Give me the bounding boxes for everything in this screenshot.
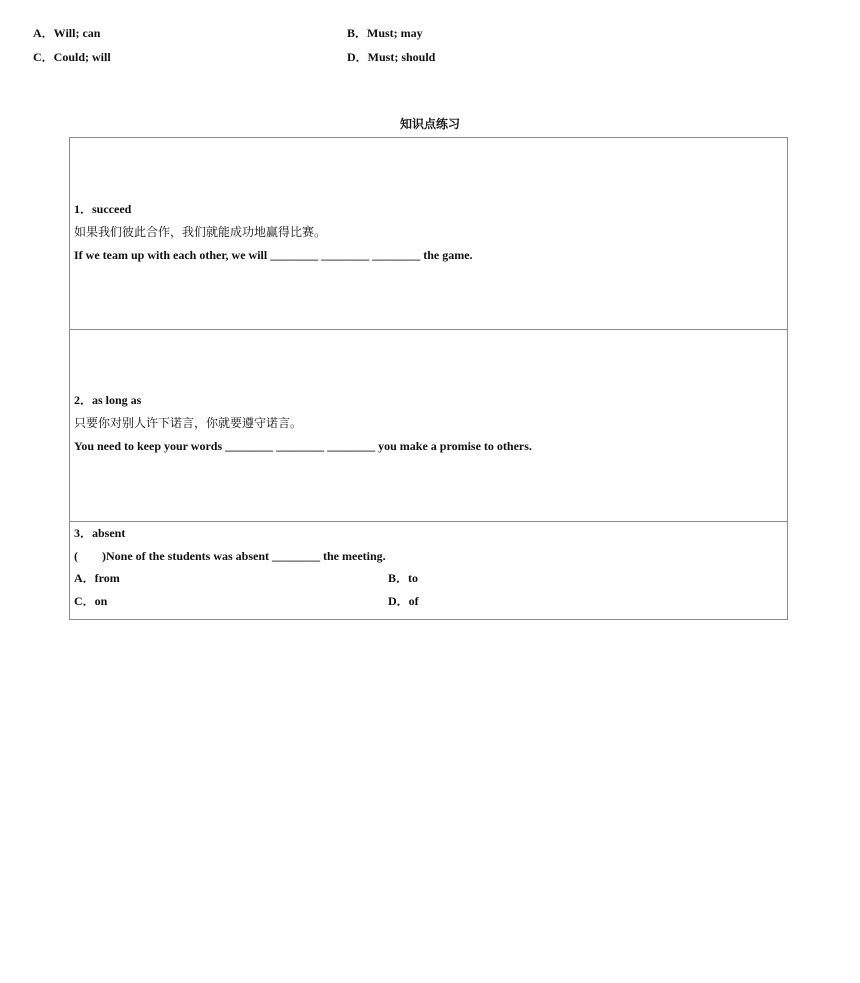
item-3-option-b: B．to (388, 571, 419, 585)
item-3-option-a: A．from (74, 571, 120, 585)
option-d: D．Must; should (347, 50, 436, 64)
item-3-option-c: C．on (74, 594, 108, 608)
item-3-question: ( )None of the students was absent ________ the meeting. (74, 549, 386, 563)
item-2-english: You need to keep your words ________ ________ ________ you make a promise to others. (74, 439, 532, 453)
item-3-option-d: D．of (388, 594, 419, 608)
exercise-box-3 (69, 522, 788, 620)
item-2-chinese: 只要你对别人许下诺言，你就要遵守诺言。 (74, 416, 303, 430)
option-a: A．Will; can (33, 26, 101, 40)
exercise-box-2 (69, 330, 788, 522)
item-1-title: 1．succeed (74, 202, 132, 216)
option-c: C．Could; will (33, 50, 111, 64)
item-1-english: If we team up with each other, we will ________ ________ ________ the game. (74, 248, 473, 262)
item-1-chinese: 如果我们彼此合作，我们就能成功地赢得比赛。 (74, 225, 327, 239)
exercise-box-1 (69, 137, 788, 330)
option-b: B．Must; may (347, 26, 423, 40)
section-title: 知识点练习 (399, 117, 460, 131)
item-2-title: 2．as long as (74, 393, 142, 407)
item-3-title: 3．absent (74, 526, 126, 540)
